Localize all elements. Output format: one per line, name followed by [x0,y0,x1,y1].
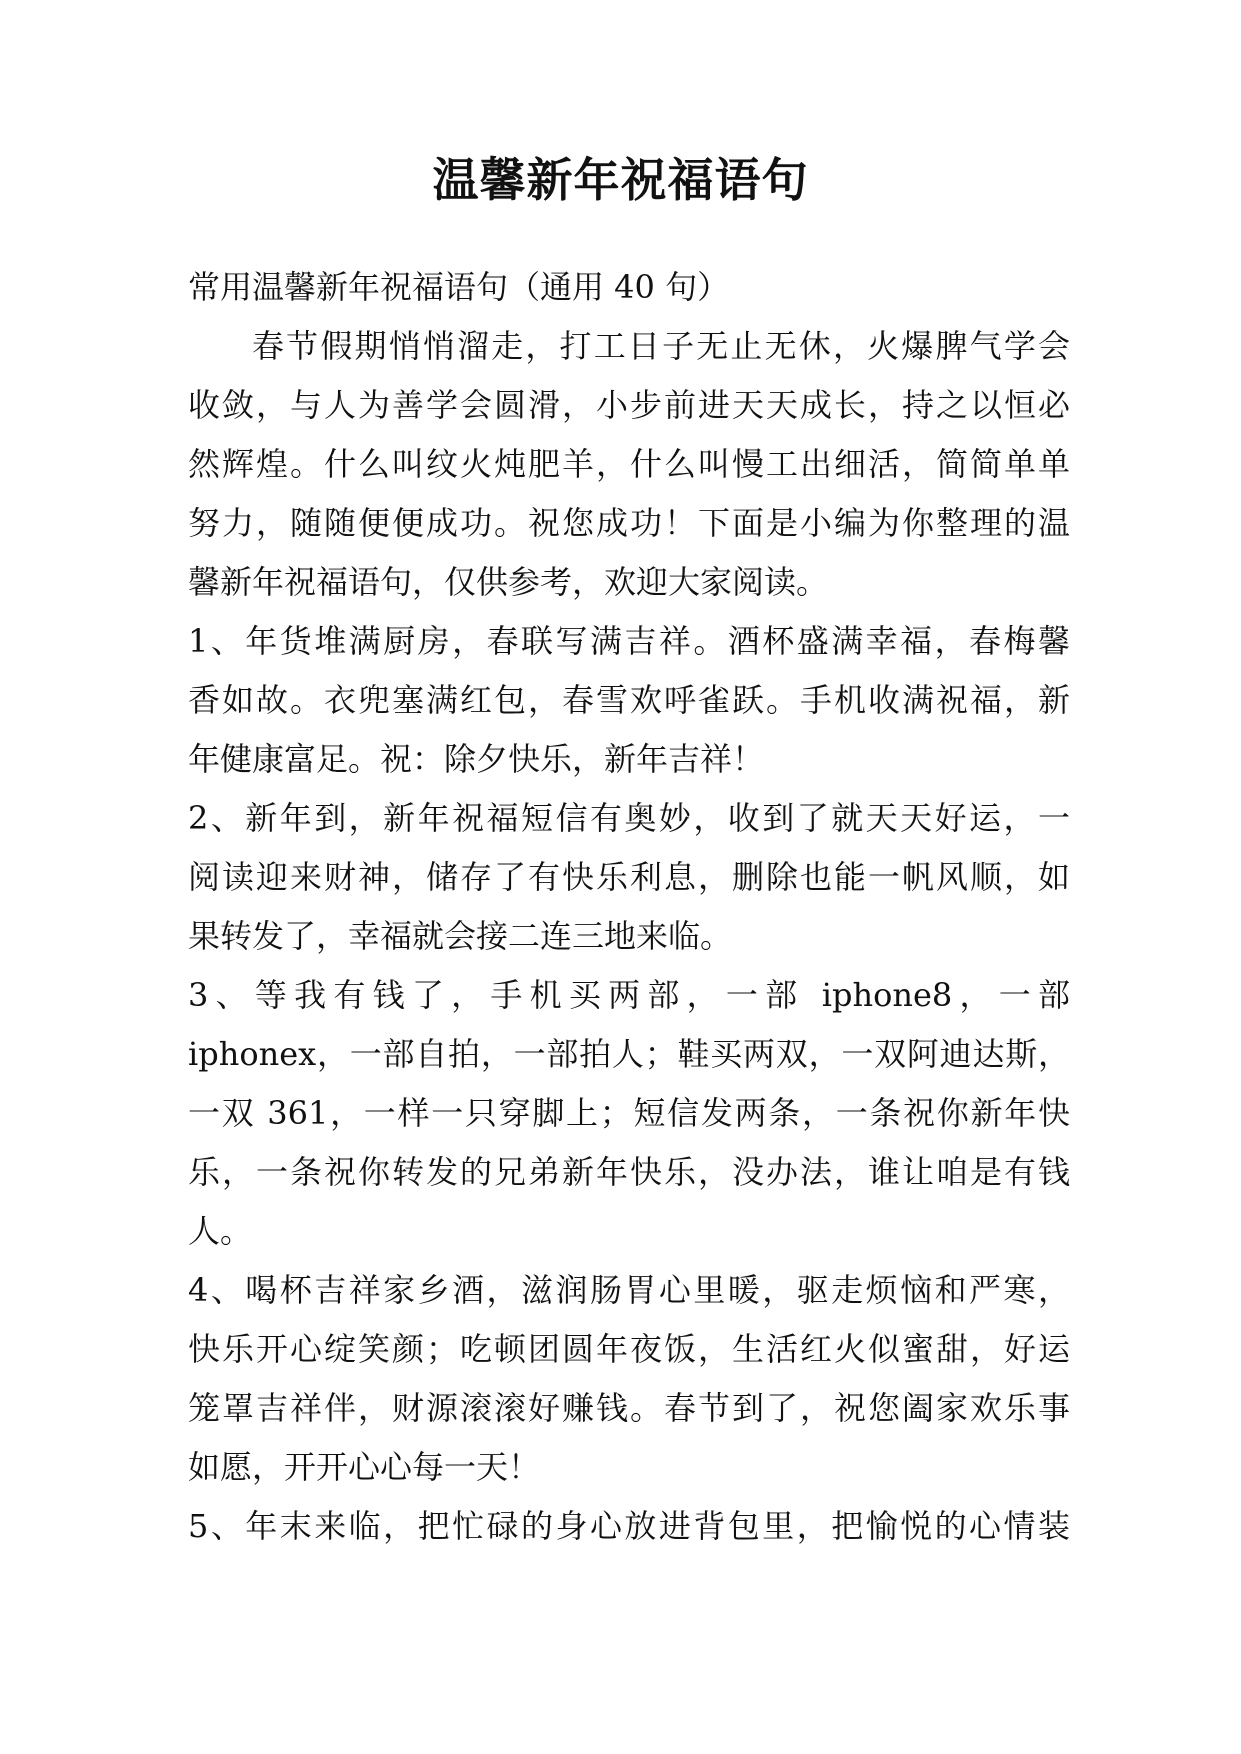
text-line: 乐，一条祝你转发的兄弟新年快乐，没办法，谁让咱是有钱 [188,1153,1070,1191]
text-line: 收敛，与人为善学会圆滑，小步前进天天成长，持之以恒必 [188,386,1070,424]
text-line: 年健康富足。祝：除夕快乐，新年吉祥！ [188,740,765,778]
document-body [188,258,1070,1556]
text-line: 馨新年祝福语句，仅供参考，欢迎大家阅读。 [188,563,829,601]
text-line: 1、年货堆满厨房，春联写满吉祥。酒杯盛满幸福，春梅馨 [188,622,1070,660]
text-line: 果转发了，幸福就会接二连三地来临。 [188,917,733,955]
text-line: 5、年末来临，把忙碌的身心放进背包里，把愉悦的心情装 [188,1507,1070,1545]
text-line: iphonex，一部自拍，一部拍人；鞋买两双，一双阿迪达斯， [188,1035,1070,1073]
text-line: 然辉煌。什么叫纹火炖肥羊，什么叫慢工出细活，简简单单 [188,445,1070,483]
text-line: 笼罩吉祥伴，财源滚滚好赚钱。春节到了，祝您阖家欢乐事 [188,1389,1070,1427]
text-line: 快乐开心绽笑颜；吃顿团圆年夜饭，生活红火似蜜甜，好运 [188,1330,1070,1368]
text-line: 如愿，开开心心每一天！ [188,1448,541,1486]
text-line: 阅读迎来财神，储存了有快乐利息，删除也能一帆风顺，如 [188,858,1070,896]
text-line: 春节假期悄悄溜走，打工日子无止无休，火爆脾气学会 [252,327,1070,365]
text-line-subtitle: 常用温馨新年祝福语句（通用 40 句） [188,268,730,306]
text-line: 香如故。衣兜塞满红包，春雪欢呼雀跃。手机收满祝福，新 [188,681,1070,719]
text-line: 一双 361，一样一只穿脚上；短信发两条，一条祝你新年快 [188,1094,1070,1132]
text-line: 4、喝杯吉祥家乡酒，滋润肠胃心里暖，驱走烦恼和严寒， [188,1271,1070,1309]
text-line: 努力，随随便便成功。祝您成功！下面是小编为你整理的温 [188,504,1070,542]
document-title: 温馨新年祝福语句 [432,153,809,207]
text-line: 人。 [188,1212,253,1250]
text-line: 3、等我有钱了，手机买两部，一部 iphone8，一部 [188,976,1070,1014]
text-line: 2、新年到，新年祝福短信有奥妙，收到了就天天好运，一 [188,799,1070,837]
